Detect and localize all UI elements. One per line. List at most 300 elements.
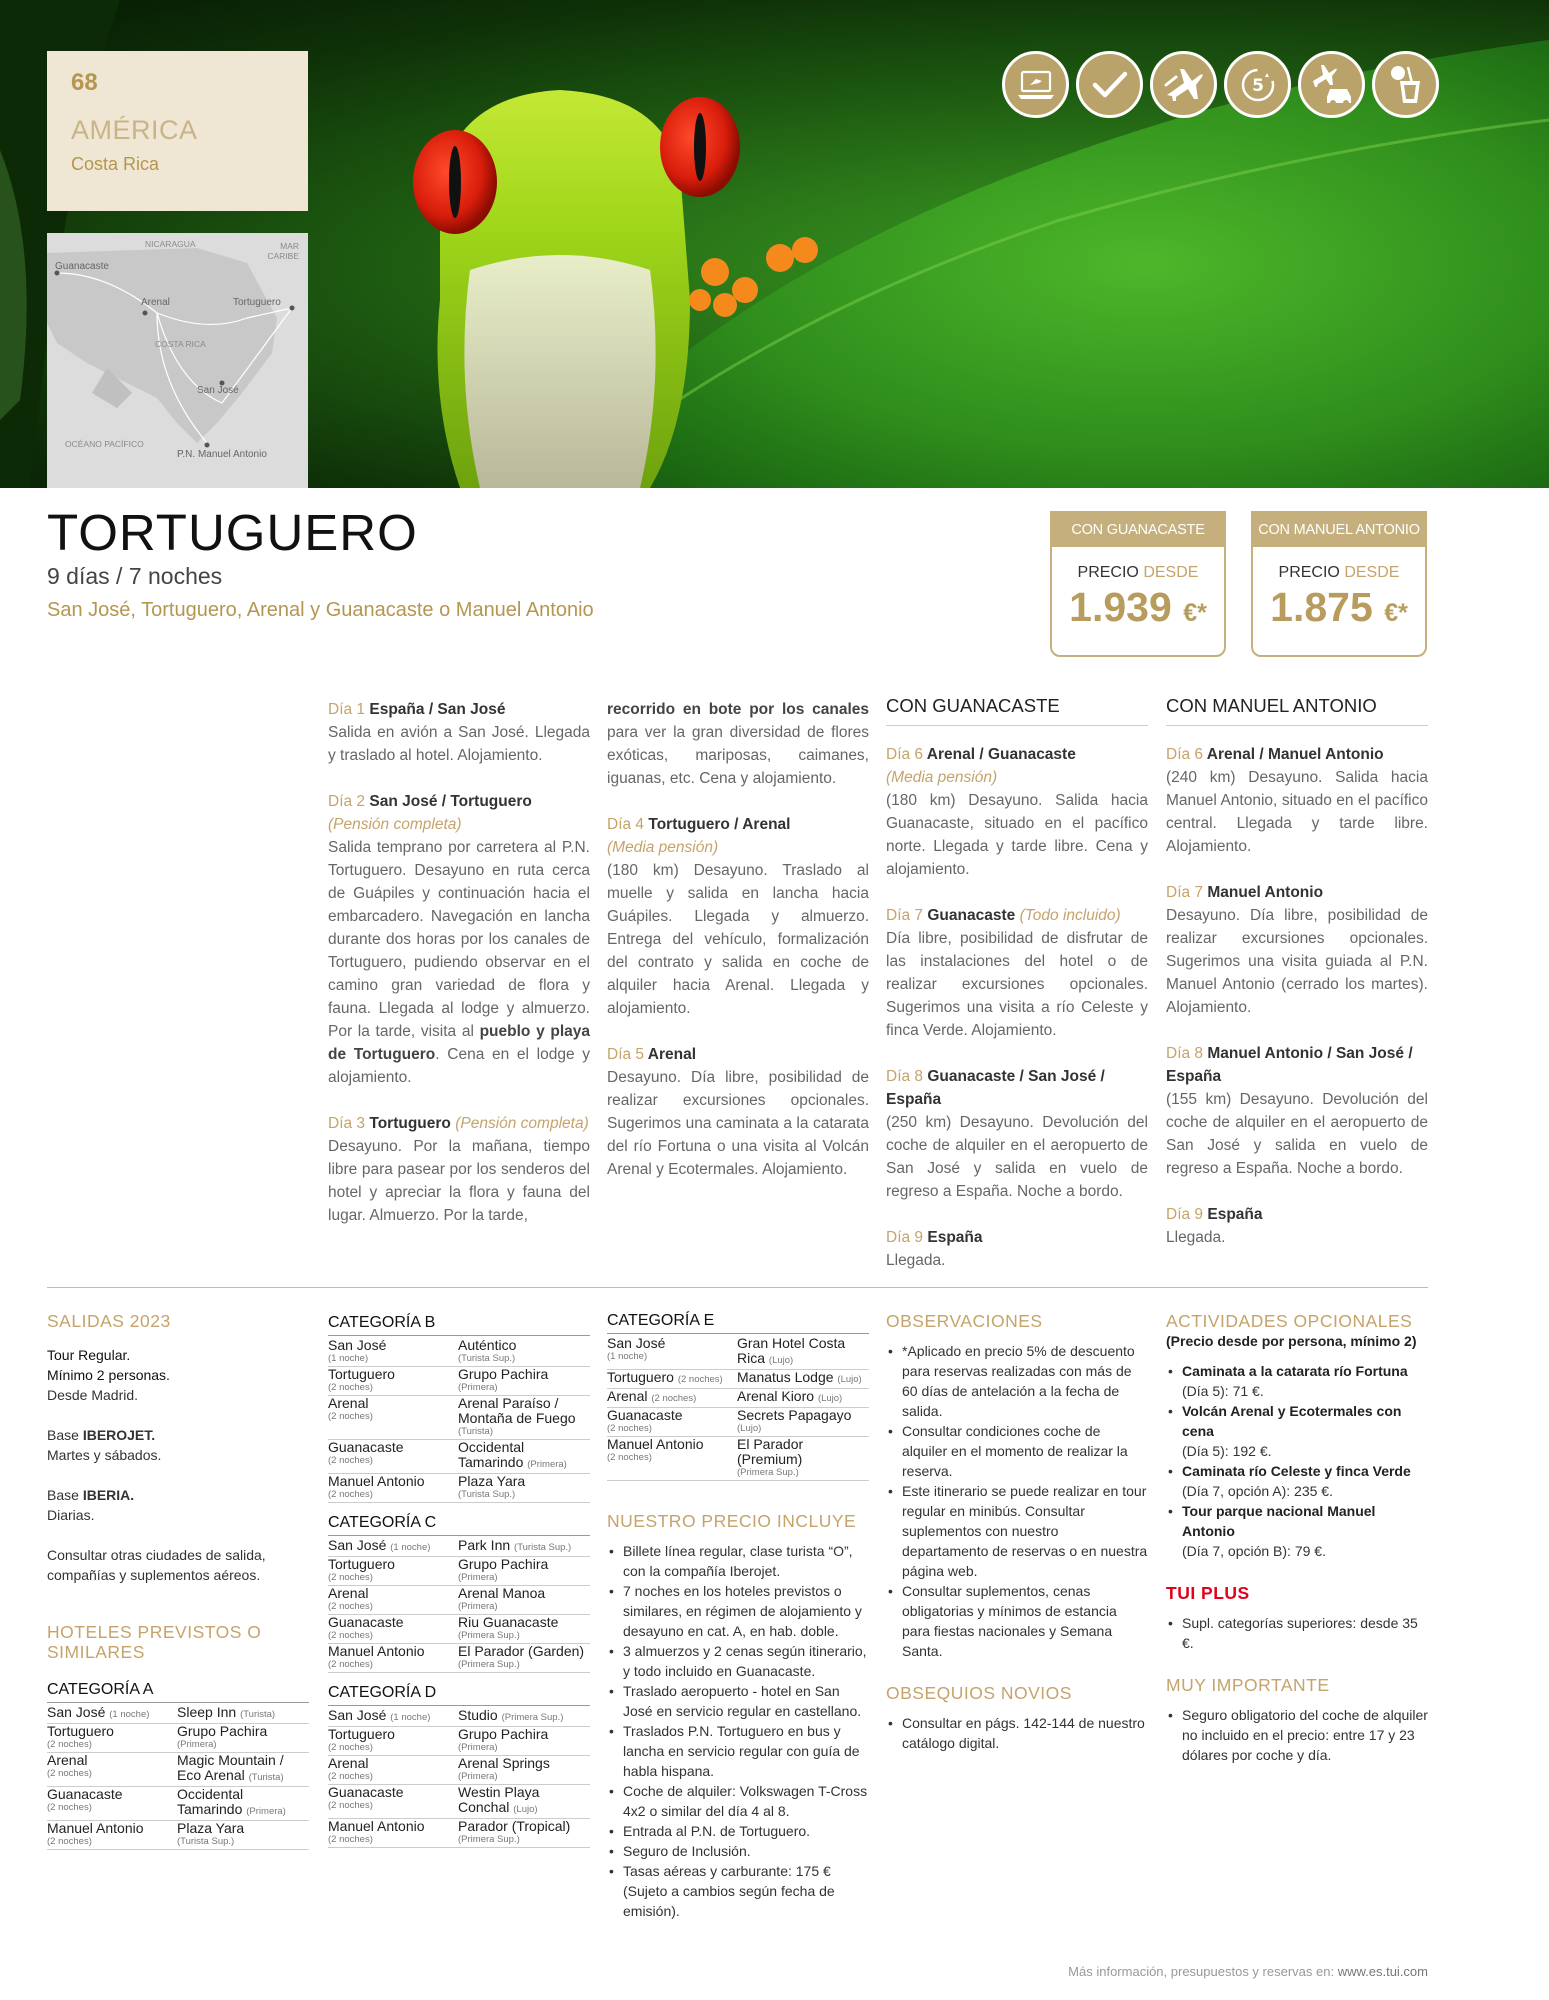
tui-plus-list <box>1166 1613 1428 1653</box>
section-divider <box>47 1287 1428 1288</box>
nights: (2 noches) <box>607 1423 652 1434</box>
nights: (2 noches) <box>607 1452 652 1463</box>
hotel-city <box>47 1787 177 1819</box>
day-6 <box>1166 743 1428 858</box>
day-title: España <box>1207 1206 1263 1223</box>
day-heading <box>328 1112 590 1135</box>
day-heading <box>886 743 1148 766</box>
day-7 <box>886 904 1148 1042</box>
price-card-guanacaste <box>1050 511 1226 657</box>
day-9 <box>886 1226 1148 1272</box>
nights: (2 noches) <box>328 1601 373 1612</box>
city-name: Arenal <box>607 1388 648 1404</box>
hotel-city <box>328 1367 458 1394</box>
day-title: Arenal / Manuel Antonio <box>1206 746 1384 763</box>
category-e <box>607 1311 869 1481</box>
hotel-city <box>328 1819 458 1846</box>
day-heading <box>1166 881 1428 904</box>
importante-list <box>1166 1705 1428 1765</box>
price-label <box>1253 564 1425 582</box>
hotel-city <box>328 1338 458 1365</box>
region-name: AMÉRICA <box>71 115 198 145</box>
hotel-city <box>607 1389 737 1406</box>
hotel-label: Park Inn <box>458 1537 511 1553</box>
hotel-name <box>737 1336 869 1368</box>
city-name: San José <box>607 1335 666 1351</box>
hotels-column-3 <box>607 1311 869 1921</box>
activity-name: Caminata río Celeste y finca Verde <box>1182 1463 1411 1479</box>
hotel-name <box>737 1408 869 1435</box>
footer-link[interactable]: www.es.tui.com <box>1337 1964 1428 1979</box>
day-title: España / San José <box>369 701 506 718</box>
city-name: Arenal <box>328 1755 369 1771</box>
actividades-column <box>1166 1311 1428 1765</box>
day-pension: (Pensión completa) <box>455 1115 589 1132</box>
footer <box>1068 1964 1428 1979</box>
hotel-name <box>458 1440 590 1472</box>
city-name: San José <box>328 1337 387 1353</box>
hotel-category: (Turista) <box>248 1772 284 1783</box>
hotel-label: Studio <box>458 1707 498 1723</box>
hotel-city <box>328 1615 458 1642</box>
list-item: • Traslados P.N. Tortuguero en bus y lancha en servicio regular con guía de habla hispana. <box>607 1721 869 1781</box>
city-name: Guanacaste <box>328 1784 404 1800</box>
actividades-subtitle: (Precio desde por persona, mínimo 2) <box>1166 1333 1417 1349</box>
hotel-label: Magic Mountain / Eco Arenal <box>177 1752 284 1783</box>
list-item: • Coche de alquiler: Volkswagen T-Cross 4x2 o similar del día 4 al 8. <box>607 1781 869 1821</box>
city-name: San José <box>328 1707 387 1723</box>
hotel-label: Grupo Pachira <box>458 1556 549 1572</box>
hotel-row <box>328 1538 590 1557</box>
day-text: (180 km) Desayuno. Salida hacia Guanacaste, situado en el pacífico norte. Llegada y tarde libre. Cena y alojamiento. <box>886 792 1148 878</box>
day-pension: (Media pensión) <box>886 769 998 786</box>
nights: (1 noche) <box>390 1712 431 1723</box>
hotel-label: El Parador (Garden) <box>458 1643 585 1659</box>
day-3-continued <box>607 698 869 790</box>
hotel-row <box>328 1557 590 1586</box>
activity-name: Caminata a la catarata río Fortuna <box>1182 1363 1408 1379</box>
day-text <box>328 1135 590 1227</box>
nights: (1 noche) <box>328 1353 369 1364</box>
nights: (1 noche) <box>390 1542 431 1553</box>
day-title: Manuel Antonio / San José / España <box>1166 1045 1413 1085</box>
list-item <box>1166 1401 1428 1461</box>
hotel-city <box>47 1705 177 1722</box>
price-desde: DESDE <box>1344 564 1400 581</box>
day-text: (155 km) Desayuno. Devolución del coche de alquiler en el aeropuerto de San José y salida en vuelo de regreso a España. Noche a bordo. <box>1166 1091 1428 1177</box>
price-word: PRECIO <box>1077 564 1139 581</box>
salidas-line: Tour Regular. <box>47 1347 131 1363</box>
day-title: Arenal / Guanacaste <box>926 746 1076 763</box>
hotel-name <box>177 1753 309 1785</box>
manuel-antonio-column <box>1166 694 1428 1272</box>
hotel-label: Occidental Tamarindo <box>458 1439 525 1470</box>
day-text: Desayuno. Día libre, posibilidad de realizar excursiones opcionales. Sugerimos una caminata a la catarata del río Fortuna o una visita al Volcán Arenal y Ecotermales. Alojamiento. <box>607 1069 869 1178</box>
salidas-iberojet <box>47 1425 309 1445</box>
price-value <box>1052 584 1224 631</box>
hotel-name <box>458 1557 590 1584</box>
base-label: Base <box>47 1427 83 1443</box>
five-star-icon <box>1224 51 1291 118</box>
hotel-label: Grupo Pachira <box>458 1726 549 1742</box>
day-number: Día 1 <box>328 701 366 718</box>
category-title: CATEGORÍA D <box>328 1683 590 1706</box>
hotel-category: (Turista) <box>240 1709 276 1720</box>
day-7 <box>1166 881 1428 1019</box>
hotel-row <box>328 1440 590 1474</box>
price-word: PRECIO <box>1278 564 1340 581</box>
city-name: Manuel Antonio <box>328 1643 425 1659</box>
category-c <box>328 1513 590 1673</box>
day-heading <box>886 1226 1148 1249</box>
city-name: Tortuguero <box>607 1369 674 1385</box>
tui-plus-title: TUI PLUS <box>1166 1583 1250 1603</box>
price-amount: 1.875 <box>1270 584 1373 630</box>
itinerary-column-1 <box>328 698 590 1250</box>
tour-route: San José, Tortuguero, Arenal y Guanacaste o Manuel Antonio <box>47 599 594 621</box>
hotel-label: Arenal Kioro <box>737 1388 815 1404</box>
nights: (2 noches) <box>328 1572 373 1583</box>
hotel-category: (Primera) <box>527 1459 567 1470</box>
list-item: • Billete línea regular, clase turista “O”, con la compañía Iberojet. <box>607 1541 869 1581</box>
list-item: • Tasas aéreas y carburante: 175 € (Sujeto a cambios según fecha de emisión). <box>607 1861 869 1921</box>
day-text: Día libre, posibilidad de disfrutar de las instalaciones del hotel o de realizar excursiones opcionales. Sugerimos una visita a río Celeste y finca Verde. Alojamiento. <box>886 930 1148 1039</box>
hotel-label: Grupo Pachira <box>458 1366 549 1382</box>
category-title: CATEGORÍA C <box>328 1513 590 1536</box>
map-label-san-jose: San José <box>197 385 239 396</box>
hotel-name <box>458 1708 590 1725</box>
day-text: Llegada. <box>886 1252 946 1269</box>
hotel-category: (Turista) <box>458 1426 494 1437</box>
hotel-city <box>607 1437 737 1479</box>
hotel-category: (Turista Sup.) <box>514 1542 572 1553</box>
category-title: CATEGORÍA A <box>47 1680 309 1703</box>
city-name: Manuel Antonio <box>607 1436 704 1452</box>
category-title: CATEGORÍA B <box>328 1313 590 1336</box>
day-1 <box>328 698 590 767</box>
hotel-city <box>328 1474 458 1501</box>
hotel-category: (Primera Sup.) <box>501 1712 564 1723</box>
day-number: Día 8 <box>1166 1045 1204 1062</box>
hotel-city <box>328 1440 458 1472</box>
city-name: Arenal <box>328 1395 369 1411</box>
day-heading <box>1166 1203 1428 1226</box>
day-title: Tortuguero <box>369 1115 451 1132</box>
price-desde: DESDE <box>1143 564 1199 581</box>
day-text: Desayuno. Día libre, posibilidad de realizar excursiones opcionales. Sugerimos una visita guiada al P.N. Manuel Antonio (cerrado los martes). Alojamiento. <box>1166 907 1428 1016</box>
salidas-line: Desde Madrid. <box>47 1387 139 1403</box>
price-label <box>1052 564 1224 582</box>
map-label-caribe: MAR CARIBE <box>267 241 299 261</box>
day-heading <box>607 1043 869 1066</box>
day-text-part: . Cena en el lodge y alojamiento. <box>328 1046 591 1086</box>
nights: (2 noches) <box>328 1411 373 1422</box>
list-item: • 7 noches en los hoteles previstos o similares, en régimen de alojamiento y desayuno en cat. A, en hab. doble. <box>607 1581 869 1641</box>
column-heading: CON MANUEL ANTONIO <box>1166 694 1428 726</box>
map-label-oceano: OCÉANO PACÍFICO <box>65 439 144 449</box>
nights: (2 noches) <box>328 1800 373 1811</box>
hotel-label: Plaza Yara <box>177 1820 245 1836</box>
price-amount: 1.939 <box>1069 584 1172 630</box>
city-name: Tortuguero <box>328 1366 395 1382</box>
day-text <box>607 698 869 790</box>
hotel-row <box>328 1708 590 1727</box>
hotel-label: Arenal Manoa <box>458 1585 546 1601</box>
tour-title: TORTUGUERO <box>47 504 418 561</box>
hotel-category: (Primera) <box>458 1572 498 1583</box>
hotel-label: Secrets Papagayo <box>737 1407 852 1423</box>
activity-detail: (Día 5): 71 €. <box>1182 1383 1264 1399</box>
salidas-title: SALIDAS 2023 <box>47 1311 171 1331</box>
hotel-label: Occidental Tamarindo <box>177 1786 244 1817</box>
day-text-part: Salida temprano por carretera al P.N. Tortuguero. Desayuno en ruta cerca de Guápiles y continuación hacia el embarcadero. Navegación en lancha durante dos horas por los canales de Tortuguero, pudiendo observar en el camino gran variedad de flora y fauna. Llegada al lodge y almuerzo. Por la tarde, visita al <box>328 839 590 1040</box>
day-number: Día 6 <box>886 746 924 763</box>
map-label-guanacaste: Guanacaste <box>55 261 109 272</box>
day-number: Día 6 <box>1166 746 1204 763</box>
day-number: Día 8 <box>886 1068 924 1085</box>
city-name: Arenal <box>328 1585 369 1601</box>
nights: (2 noches) <box>328 1742 373 1753</box>
hotel-row <box>47 1753 309 1787</box>
city-name: Manuel Antonio <box>328 1818 425 1834</box>
day-text <box>328 836 590 1089</box>
itinerary-column-2 <box>607 698 869 1204</box>
hotel-city <box>328 1557 458 1584</box>
observaciones-title: OBSERVACIONES <box>886 1311 1043 1331</box>
hotel-row <box>47 1705 309 1724</box>
hotel-city <box>607 1370 737 1387</box>
feature-icons <box>1002 51 1439 118</box>
hotel-city <box>47 1753 177 1785</box>
day-heading <box>328 698 590 721</box>
day-text: (250 km) Desayuno. Devolución del coche de alquiler en el aeropuerto de San José y salida en vuelo de regreso a España. Noche a bordo. <box>886 1114 1148 1200</box>
day-8 <box>886 1065 1148 1203</box>
hotel-label: Manatus Lodge <box>737 1369 834 1385</box>
hotel-label: Sleep Inn <box>177 1704 237 1720</box>
hotel-row <box>328 1756 590 1785</box>
price-currency: €* <box>1384 599 1408 627</box>
map-label-nicaragua: NICARAGUA <box>145 239 196 249</box>
price-heading: CON MANUEL ANTONIO <box>1253 513 1425 547</box>
tour-duration: 9 días / 7 noches <box>47 563 223 589</box>
day-title: España <box>927 1229 983 1246</box>
hotel-category: (Lujo) <box>768 1355 794 1366</box>
list-item <box>1166 1361 1428 1401</box>
guanacaste-column <box>886 694 1148 1295</box>
day-heading <box>886 904 1148 927</box>
city-name: Guanacaste <box>607 1407 683 1423</box>
category-a <box>47 1680 309 1850</box>
list-item: • 3 almuerzos y 2 cenas según itinerario, y todo incluido en Guanacaste. <box>607 1641 869 1681</box>
nights: (2 noches) <box>47 1836 92 1847</box>
hotel-name <box>458 1586 590 1613</box>
salidas-note: Consultar otras ciudades de salida, compañías y suplementos aéreos. <box>47 1547 266 1583</box>
list-item: • Consultar suplementos, cenas obligatorias y mínimos de estancia para fiestas nacionales y Semana Santa. <box>886 1581 1148 1661</box>
map-label-arenal: Arenal <box>141 297 170 308</box>
hotel-name <box>737 1437 869 1479</box>
hotel-row <box>607 1336 869 1370</box>
nights: (2 noches) <box>328 1659 373 1670</box>
day-text-part: para ver la gran diversidad de flores exóticas, mariposas, caimanes, iguanas, etc. Cena y alojamiento. <box>607 724 869 787</box>
hotel-city <box>328 1538 458 1555</box>
hotel-label: Gran Hotel Costa Rica <box>737 1335 846 1366</box>
hotel-name <box>737 1389 869 1406</box>
day-number: Día 3 <box>328 1115 366 1132</box>
day-heading <box>607 813 869 836</box>
list-item: • Consultar condiciones coche de alquiler en el momento de realizar la reserva. <box>886 1421 1148 1481</box>
actividades-list <box>1166 1361 1428 1561</box>
category-b <box>328 1313 590 1503</box>
hotel-name <box>458 1396 590 1438</box>
svg-text:5: 5 <box>1251 75 1264 96</box>
nights: (2 noches) <box>47 1768 92 1779</box>
hotel-row <box>328 1338 590 1367</box>
plane-car-icon <box>1298 51 1365 118</box>
hotel-name <box>458 1338 590 1365</box>
hotel-category: (Primera) <box>458 1771 498 1782</box>
observaciones-list <box>886 1341 1148 1661</box>
hotel-row <box>607 1389 869 1408</box>
list-item: • Seguro obligatorio del coche de alquiler no incluido en el precio: entre 17 y 23 dólares por coche y día. <box>1166 1705 1428 1765</box>
hotel-city <box>47 1724 177 1751</box>
price-value <box>1253 584 1425 631</box>
day-number: Día 5 <box>607 1046 645 1063</box>
column-heading: CON GUANACASTE <box>886 694 1148 726</box>
hotel-category: (Turista Sup.) <box>177 1836 235 1847</box>
nights: (2 noches) <box>47 1739 92 1750</box>
hotel-city <box>328 1756 458 1783</box>
day-text: Salida en avión a San José. Llegada y traslado al hotel. Alojamiento. <box>328 724 590 764</box>
hotel-category: (Primera Sup.) <box>737 1467 799 1478</box>
hotel-row <box>328 1474 590 1503</box>
hotel-label: Auténtico <box>458 1337 517 1353</box>
activity-detail: (Día 7, opción B): 79 €. <box>1182 1543 1326 1559</box>
hotel-row <box>607 1370 869 1389</box>
hotel-label: Plaza Yara <box>458 1473 526 1489</box>
nights: (2 noches) <box>677 1374 723 1385</box>
day-title: Guanacaste <box>927 907 1016 924</box>
day-8 <box>1166 1042 1428 1180</box>
day-5 <box>607 1043 869 1181</box>
hoteles-title: HOTELES PREVISTOS O SIMILARES <box>47 1622 262 1662</box>
hotel-label: El Parador (Premium) <box>737 1436 804 1467</box>
hotel-name <box>458 1538 590 1555</box>
list-item: • *Aplicado en precio 5% de descuento para reservas realizadas con más de 60 días de antelación a la fecha de salida. <box>886 1341 1148 1421</box>
hotels-column-2 <box>328 1313 590 1848</box>
hotel-row <box>328 1367 590 1396</box>
page-number: 68 <box>71 69 98 96</box>
nights: (2 noches) <box>328 1489 373 1500</box>
map-label-tortuguero: Tortuguero <box>233 297 281 308</box>
incluye-list <box>607 1541 869 1921</box>
hotel-category: (Turista Sup.) <box>458 1489 516 1500</box>
footer-text: Más información, presupuestos y reservas en: <box>1068 1964 1338 1979</box>
day-text: Llegada. <box>1166 1229 1226 1246</box>
hotel-row <box>47 1787 309 1821</box>
city-name: San José <box>47 1704 106 1720</box>
hotel-label: Parador (Tropical) <box>458 1818 571 1834</box>
hotel-row <box>328 1819 590 1848</box>
day-2 <box>328 790 590 1089</box>
day-4 <box>607 813 869 1020</box>
day-number: Día 9 <box>886 1229 924 1246</box>
activity-name: Volcán Arenal y Ecotermales con cena <box>1182 1403 1402 1439</box>
observaciones-column <box>886 1311 1148 1753</box>
hotel-city <box>47 1821 177 1848</box>
city-name: Manuel Antonio <box>47 1820 144 1836</box>
laptop-plane-icon <box>1002 51 1069 118</box>
list-item: • Traslado aeropuerto - hotel en San José en servicio regular en castellano. <box>607 1681 869 1721</box>
day-number: Día 9 <box>1166 1206 1204 1223</box>
day-title: Tortuguero / Arenal <box>648 816 791 833</box>
salidas-column <box>47 1311 309 1850</box>
day-9 <box>1166 1203 1428 1249</box>
importante-title: MUY IMPORTANTE <box>1166 1675 1330 1695</box>
hotel-category: (Primera Sup.) <box>458 1659 520 1670</box>
hotel-city <box>328 1396 458 1438</box>
hotel-row <box>328 1727 590 1756</box>
hero-banner <box>0 0 1549 488</box>
city-name: Tortuguero <box>328 1726 395 1742</box>
hotel-label: Grupo Pachira <box>177 1723 268 1739</box>
hotel-city <box>328 1727 458 1754</box>
airline-name: IBEROJET. <box>82 1427 156 1443</box>
hotel-name <box>177 1705 309 1722</box>
city-name: Guanacaste <box>328 1439 404 1455</box>
nights: (1 noche) <box>109 1709 150 1720</box>
hotel-row <box>47 1821 309 1850</box>
hotel-name <box>458 1785 590 1817</box>
region-tag <box>47 51 308 211</box>
category-d <box>328 1683 590 1848</box>
price-card-manuel-antonio <box>1251 511 1427 657</box>
day-heading <box>328 790 590 813</box>
hotel-row <box>328 1396 590 1440</box>
day-heading <box>886 1065 1148 1111</box>
nights: (2 noches) <box>328 1630 373 1641</box>
hotel-name <box>458 1727 590 1754</box>
hotel-category: (Primera) <box>177 1739 217 1750</box>
check-icon <box>1076 51 1143 118</box>
day-text: (240 km) Desayuno. Salida hacia Manuel Antonio, situado en el pacífico central. Llegada y tarde libre. Alojamiento. <box>1166 769 1428 855</box>
country-name: Costa Rica <box>71 154 160 174</box>
hotel-name <box>458 1756 590 1783</box>
salidas-iberia <box>47 1485 309 1505</box>
hotel-label: Arenal Paraíso / Montaña de Fuego <box>458 1395 576 1426</box>
day-text-part: Desayuno. Por la mañana, tiempo libre para pasear por los senderos del hotel y apreciar la flora y fauna del lugar. Almuerzo. Por la tarde, <box>328 1138 590 1224</box>
hotel-category: (Lujo) <box>817 1393 843 1404</box>
city-name: Arenal <box>47 1752 88 1768</box>
actividades-title: ACTIVIDADES OPCIONALES <box>1166 1311 1413 1331</box>
day-title: San José / Tortuguero <box>369 793 532 810</box>
hotel-city <box>328 1708 458 1725</box>
day-3 <box>328 1112 590 1227</box>
hotel-city <box>328 1785 458 1817</box>
hotel-name <box>458 1644 590 1671</box>
day-pension: (Media pensión) <box>607 839 719 856</box>
city-name: San José <box>328 1537 387 1553</box>
map-label-costa-rica: COSTA RICA <box>155 339 206 349</box>
list-item <box>1166 1501 1428 1561</box>
day-title: Guanacaste / San José / España <box>886 1068 1105 1108</box>
novios-title: OBSEQUIOS NOVIOS <box>886 1683 1072 1703</box>
day-number: Día 7 <box>886 907 924 924</box>
nights: (2 noches) <box>328 1455 373 1466</box>
hotel-name <box>458 1615 590 1642</box>
activity-detail: (Día 5): 192 €. <box>1182 1443 1272 1459</box>
city-name: Guanacaste <box>328 1614 404 1630</box>
hotel-name <box>458 1474 590 1501</box>
